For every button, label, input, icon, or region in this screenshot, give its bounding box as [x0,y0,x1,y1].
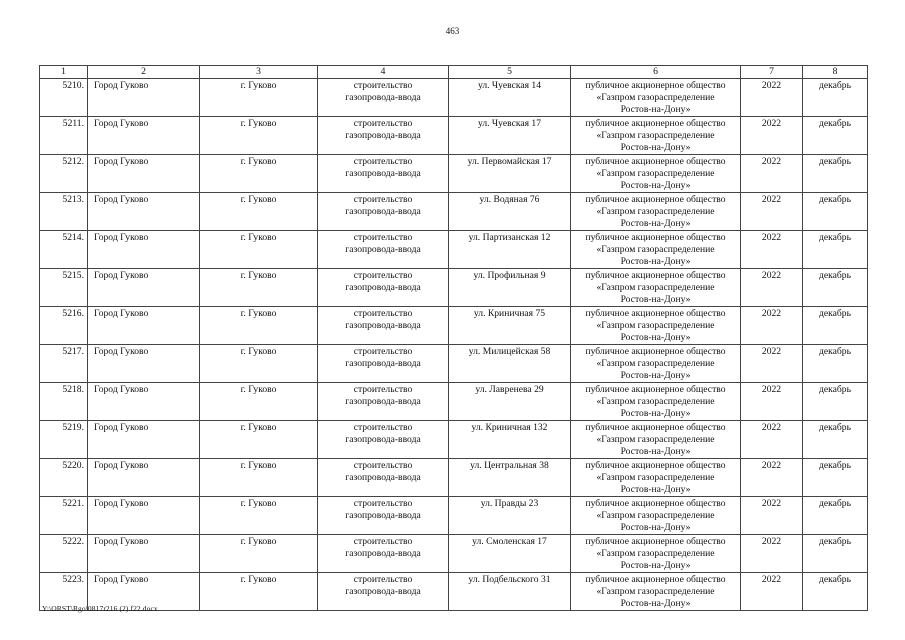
work-type-cell-line: строительство [353,422,413,433]
work-type-cell-line: строительство [353,270,413,281]
settlement-cell: г. Гуково [200,117,318,155]
month-cell: декабрь [803,497,868,535]
work-type-cell-line: строительство [353,232,413,243]
organization-cell-line: «Газпром газораспределение [596,472,715,483]
month-cell: декабрь [803,117,868,155]
organization-cell-line: Ростов-на-Дону» [620,294,691,305]
year-cell: 2022 [741,535,803,573]
row-number: 5215. [40,269,88,307]
municipality-cell: Город Гуково [88,345,200,383]
organization-cell-line: «Газпром газораспределение [596,548,715,559]
work-type-cell-line: газопровода-ввода [345,548,421,559]
year-cell: 2022 [741,307,803,345]
header-cell: 2 [88,66,200,79]
table-row [40,193,868,231]
work-type-cell-line: строительство [353,384,413,395]
settlement-cell: г. Гуково [200,535,318,573]
year-cell: 2022 [741,345,803,383]
settlement-cell: г. Гуково [200,459,318,497]
address-cell: ул. Чуевская 17 [449,117,571,155]
table-row [40,231,868,269]
table-row [40,117,868,155]
work-type-cell-line: газопровода-ввода [345,282,421,293]
month-cell: декабрь [803,383,868,421]
municipality-cell: Город Гуково [88,269,200,307]
address-cell: ул. Водяная 76 [449,193,571,231]
organization-cell-line: «Газпром газораспределение [596,510,715,521]
address-cell: ул. Подбельского 31 [449,573,571,611]
year-cell: 2022 [741,421,803,459]
work-type-cell [318,269,449,307]
month-cell: декабрь [803,193,868,231]
table-row [40,535,868,573]
page-number: 463 [445,26,460,36]
work-type-cell-line: строительство [353,536,413,547]
municipality-cell: Город Гуково [88,535,200,573]
row-number: 5217. [40,345,88,383]
address-cell: ул. Криничная 132 [449,421,571,459]
row-number: 5219. [40,421,88,459]
municipality-cell: Город Гуково [88,155,200,193]
header-cell: 7 [741,66,803,79]
organization-cell-line: Ростов-на-Дону» [620,522,691,533]
organization-cell-line: публичное акционерное общество [585,536,726,547]
year-cell: 2022 [741,193,803,231]
municipality-cell: Город Гуково [88,497,200,535]
organization-cell-line: Ростов-на-Дону» [620,104,691,115]
row-number: 5220. [40,459,88,497]
registry-body [40,79,868,611]
work-type-cell-line: строительство [353,156,413,167]
organization-cell-line: Ростов-на-Дону» [620,446,691,457]
row-number: 5211. [40,117,88,155]
work-type-cell-line: строительство [353,346,413,357]
settlement-cell: г. Гуково [200,269,318,307]
organization-cell [571,79,741,117]
municipality-cell: Город Гуково [88,573,200,611]
row-number: 5213. [40,193,88,231]
work-type-cell-line: газопровода-ввода [345,396,421,407]
work-type-cell [318,459,449,497]
row-number: 5222. [40,535,88,573]
organization-cell-line: публичное акционерное общество [585,232,726,243]
month-cell: декабрь [803,307,868,345]
header-cell: 6 [571,66,741,79]
work-type-cell [318,117,449,155]
year-cell: 2022 [741,269,803,307]
organization-cell-line: публичное акционерное общество [585,460,726,471]
organization-cell-line: публичное акционерное общество [585,384,726,395]
organization-cell-line: публичное акционерное общество [585,80,726,91]
month-cell: декабрь [803,459,868,497]
organization-cell-line: Ростов-на-Дону» [620,180,691,191]
organization-cell-line: публичное акционерное общество [585,422,726,433]
address-cell: ул. Первомайская 17 [449,155,571,193]
header-row [40,66,868,79]
organization-cell-line: Ростов-на-Дону» [620,484,691,495]
year-cell: 2022 [741,383,803,421]
work-type-cell-line: газопровода-ввода [345,206,421,217]
organization-cell-line: публичное акционерное общество [585,574,726,585]
organization-cell-line: «Газпром газораспределение [596,282,715,293]
year-cell: 2022 [741,117,803,155]
table-row [40,307,868,345]
organization-cell [571,459,741,497]
month-cell: декабрь [803,269,868,307]
settlement-cell: г. Гуково [200,307,318,345]
year-cell: 2022 [741,79,803,117]
row-number: 5214. [40,231,88,269]
organization-cell-line: Ростов-на-Дону» [620,332,691,343]
row-number: 5212. [40,155,88,193]
year-cell: 2022 [741,231,803,269]
organization-cell-line: публичное акционерное общество [585,498,726,509]
registry-table [39,65,868,611]
row-number: 5216. [40,307,88,345]
month-cell: декабрь [803,155,868,193]
month-cell: декабрь [803,421,868,459]
address-cell: ул. Криничная 75 [449,307,571,345]
organization-cell-line: «Газпром газораспределение [596,396,715,407]
organization-cell-line: «Газпром газораспределение [596,586,715,597]
year-cell: 2022 [741,459,803,497]
work-type-cell-line: газопровода-ввода [345,320,421,331]
municipality-cell: Город Гуково [88,193,200,231]
municipality-cell: Город Гуково [88,459,200,497]
organization-cell [571,573,741,611]
work-type-cell-line: газопровода-ввода [345,244,421,255]
month-cell: декабрь [803,345,868,383]
work-type-cell [318,383,449,421]
organization-cell-line: Ростов-на-Дону» [620,560,691,571]
organization-cell [571,231,741,269]
table-row [40,155,868,193]
organization-cell [571,307,741,345]
table-row [40,383,868,421]
table-row [40,79,868,117]
work-type-cell [318,79,449,117]
work-type-cell-line: строительство [353,80,413,91]
settlement-cell: г. Гуково [200,345,318,383]
work-type-cell-line: газопровода-ввода [345,510,421,521]
organization-cell-line: «Газпром газораспределение [596,434,715,445]
address-cell: ул. Центральная 38 [449,459,571,497]
work-type-cell-line: строительство [353,460,413,471]
organization-cell [571,155,741,193]
table-row [40,459,868,497]
year-cell: 2022 [741,155,803,193]
header-cell: 1 [40,66,88,79]
address-cell: ул. Партизанская 12 [449,231,571,269]
row-number: 5223. [40,573,88,611]
table-row [40,345,868,383]
header-cell: 5 [449,66,571,79]
settlement-cell: г. Гуково [200,497,318,535]
organization-cell-line: Ростов-на-Дону» [620,142,691,153]
organization-cell-line: публичное акционерное общество [585,308,726,319]
year-cell: 2022 [741,573,803,611]
organization-cell [571,117,741,155]
work-type-cell-line: газопровода-ввода [345,586,421,597]
municipality-cell: Город Гуково [88,231,200,269]
organization-cell-line: публичное акционерное общество [585,194,726,205]
work-type-cell [318,497,449,535]
row-number: 5210. [40,79,88,117]
organization-cell-line: Ростов-на-Дону» [620,370,691,381]
organization-cell-line: публичное акционерное общество [585,270,726,281]
month-cell: декабрь [803,79,868,117]
organization-cell-line: Ростов-на-Дону» [620,218,691,229]
municipality-cell: Город Гуково [88,79,200,117]
header-cell: 8 [803,66,868,79]
municipality-cell: Город Гуково [88,421,200,459]
header-cell: 3 [200,66,318,79]
row-number: 5218. [40,383,88,421]
work-type-cell [318,307,449,345]
row-number: 5221. [40,497,88,535]
settlement-cell: г. Гуково [200,231,318,269]
address-cell: ул. Лавренева 29 [449,383,571,421]
organization-cell [571,193,741,231]
organization-cell [571,497,741,535]
work-type-cell [318,421,449,459]
work-type-cell-line: строительство [353,308,413,319]
organization-cell-line: публичное акционерное общество [585,346,726,357]
work-type-cell-line: газопровода-ввода [345,434,421,445]
month-cell: декабрь [803,535,868,573]
work-type-cell-line: газопровода-ввода [345,130,421,141]
organization-cell-line: «Газпром газораспределение [596,320,715,331]
work-type-cell-line: строительство [353,118,413,129]
year-cell: 2022 [741,497,803,535]
work-type-cell [318,535,449,573]
organization-cell [571,535,741,573]
work-type-cell [318,345,449,383]
settlement-cell: г. Гуково [200,193,318,231]
settlement-cell: г. Гуково [200,421,318,459]
address-cell: ул. Профильная 9 [449,269,571,307]
header-cell: 4 [318,66,449,79]
organization-cell-line: «Газпром газораспределение [596,358,715,369]
month-cell: декабрь [803,231,868,269]
work-type-cell-line: газопровода-ввода [345,358,421,369]
work-type-cell-line: строительство [353,194,413,205]
organization-cell [571,269,741,307]
organization-cell-line: Ростов-на-Дону» [620,598,691,609]
municipality-cell: Город Гуково [88,307,200,345]
work-type-cell-line: строительство [353,574,413,585]
work-type-cell [318,573,449,611]
table-row [40,497,868,535]
organization-cell-line: публичное акционерное общество [585,118,726,129]
organization-cell-line: «Газпром газораспределение [596,92,715,103]
organization-cell-line: «Газпром газораспределение [596,168,715,179]
settlement-cell: г. Гуково [200,383,318,421]
work-type-cell-line: строительство [353,498,413,509]
organization-cell-line: Ростов-на-Дону» [620,408,691,419]
work-type-cell [318,193,449,231]
organization-cell-line: Ростов-на-Дону» [620,256,691,267]
organization-cell-line: «Газпром газораспределение [596,130,715,141]
address-cell: ул. Смоленская 17 [449,535,571,573]
month-cell: декабрь [803,573,868,611]
table-row [40,573,868,611]
table-row [40,269,868,307]
address-cell: ул. Правды 23 [449,497,571,535]
organization-cell-line: публичное акционерное общество [585,156,726,167]
municipality-cell: Город Гуково [88,117,200,155]
organization-cell [571,421,741,459]
municipality-cell: Город Гуково [88,383,200,421]
address-cell: ул. Чуевская 14 [449,79,571,117]
organization-cell [571,345,741,383]
work-type-cell [318,155,449,193]
work-type-cell [318,231,449,269]
organization-cell-line: «Газпром газораспределение [596,206,715,217]
organization-cell-line: «Газпром газораспределение [596,244,715,255]
settlement-cell: г. Гуково [200,79,318,117]
work-type-cell-line: газопровода-ввода [345,92,421,103]
settlement-cell: г. Гуково [200,573,318,611]
table-row [40,421,868,459]
address-cell: ул. Милицейская 58 [449,345,571,383]
work-type-cell-line: газопровода-ввода [345,472,421,483]
settlement-cell: г. Гуково [200,155,318,193]
footer-file-path: Y:\ORST\Rgo\0817r216 (2).f22.docx [42,604,158,613]
organization-cell [571,383,741,421]
work-type-cell-line: газопровода-ввода [345,168,421,179]
